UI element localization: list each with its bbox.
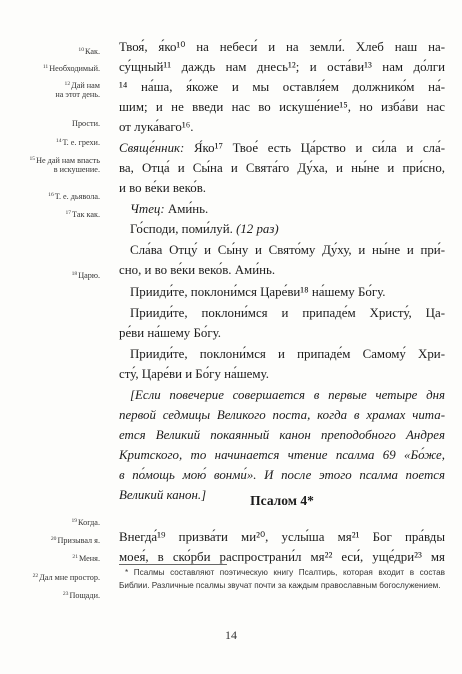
footnote — [119, 567, 445, 592]
note-number: 16 — [48, 192, 54, 198]
text-line: Чтец: Ами́нь. — [130, 202, 209, 216]
text-line: от лука́ваго¹⁶. — [119, 120, 194, 134]
note-number: 14 — [55, 138, 62, 144]
note-number: 11 — [42, 64, 49, 70]
note-text: Необходимый. — [49, 64, 100, 73]
text-line: Прииди́те, поклони́мся Царе́ви¹⁸ на́шему Бо́гу. — [130, 285, 386, 299]
note-text: Как. — [84, 47, 100, 56]
note-text: Дай нам — [71, 81, 100, 90]
margin-note — [0, 63, 100, 73]
margin-note — [0, 209, 100, 219]
margin-note — [0, 572, 100, 582]
margin-note — [0, 155, 100, 165]
margin-note — [0, 137, 100, 147]
note-text: Меня. — [78, 554, 100, 563]
note-text: Прости. — [72, 119, 100, 128]
note-number: 23 — [62, 591, 69, 597]
note-number: 17 — [65, 210, 72, 216]
note-text: Дал мне простор. — [39, 573, 100, 582]
note-text: Царю. — [78, 271, 100, 280]
text-line: су́щный¹¹ даждь нам днесь¹²; и оста́ви¹³ нам до́лги — [119, 60, 445, 74]
margin-note — [0, 46, 100, 56]
note-number: 15 — [29, 156, 36, 162]
text-line: Критского, то начинается чтение псалма 69 «Бо́же, — [119, 448, 445, 462]
note-number: 10 — [78, 47, 84, 53]
margin-note — [0, 517, 100, 527]
text-line: сту́, Царе́ви и Бо́гу на́шему. — [119, 367, 269, 381]
margin-note — [0, 80, 100, 90]
text-line: первой седмицы Великого поста, когда в храмах чита- — [119, 408, 445, 422]
note-text: Пощади. — [69, 591, 100, 600]
note-number: 18 — [71, 271, 78, 277]
text-line: и во ве́ки веко́в. — [119, 181, 206, 195]
margin-note — [0, 535, 100, 545]
page-number: 14 — [225, 628, 237, 642]
note-number: 20 — [50, 536, 57, 542]
text-line: Прииди́те, поклони́мся и припаде́м Христу́, Ца- — [130, 306, 445, 320]
footnote-rule — [119, 564, 227, 565]
footnote-text: * Псалмы составляют поэтическую книгу Псалтирь, которая входит в состав Библии. Различные псалмы звучат почти за каждым православным богослужением. — [119, 568, 445, 590]
note-number: 12 — [64, 81, 71, 87]
text-line: Сла́ва Отцу́ и Сы́ну и Свято́му Ду́ху, и ны́не и при́- — [130, 243, 445, 257]
note-number: 19 — [71, 518, 78, 524]
margin-note — [0, 119, 100, 128]
note-text: Т. е. грехи. — [62, 138, 100, 147]
text-line: в по́мощь мою́ вонми́». И после этого псалма поется — [119, 468, 445, 482]
psalm-line: моея́, в ско́рби распространи́л мя²² еси́, уще́дри²³ мя — [119, 550, 445, 564]
text-line: Прииди́те, поклони́мся и припаде́м Самому́ Хри- — [130, 347, 445, 361]
note-text: Когда. — [78, 518, 100, 527]
note-text: Так как. — [72, 210, 100, 219]
margin-note — [0, 553, 100, 563]
psalm-title: Псалом 4* — [250, 493, 314, 508]
text-line: Великий канон.] — [119, 488, 207, 502]
note-number: 21 — [72, 554, 78, 560]
note-text: на этот день. — [55, 90, 100, 99]
text-line: Свяще́нник: Я́ко¹⁷ Твое́ есть Ца́рство и си́ла и сла́- — [119, 141, 445, 155]
psalm-line: Внегда́¹⁹ призва́ти ми²⁰, услы́ша мя²¹ Бог пра́вды — [119, 530, 445, 544]
note-number: 22 — [32, 573, 39, 579]
text-line: ¹⁴ на́ша, я́коже и мы оставля́ем должнико́м на́- — [119, 80, 445, 94]
text-line: сно, и во ве́ки веко́в. Ами́нь. — [119, 263, 276, 277]
text-line: шим; и не введи нас во искуше́ние¹⁵, но изба́ви нас — [119, 100, 445, 114]
margin-note — [0, 191, 100, 201]
margin-note — [0, 165, 100, 174]
note-text: в искушение. — [53, 165, 100, 174]
text-line: ре́ви на́шему Бо́гу. — [119, 326, 221, 340]
margin-note — [0, 590, 100, 600]
margin-note — [0, 270, 100, 280]
note-text: Т. е. дьявола. — [54, 192, 100, 201]
margin-notes — [0, 0, 100, 674]
text-line: [Если повечерие совершается в первые четыре дня — [130, 388, 445, 402]
note-text: Не дай нам впасть — [36, 156, 100, 165]
text-line: Го́споди, поми́луй. (12 раз) — [130, 222, 279, 236]
margin-note — [0, 90, 100, 99]
text-line: ва, Отца́ и Сы́на и Свята́го Ду́ха, и ны́не и при́сно, — [119, 161, 445, 175]
text-line: Твоя́, я́ко¹⁰ на небеси́ и на земли́. Хлеб наш на- — [119, 40, 445, 54]
note-text: Призывал я. — [57, 536, 100, 545]
text-line: ется Великий покаянный канон преподобного Андрея — [119, 428, 445, 442]
